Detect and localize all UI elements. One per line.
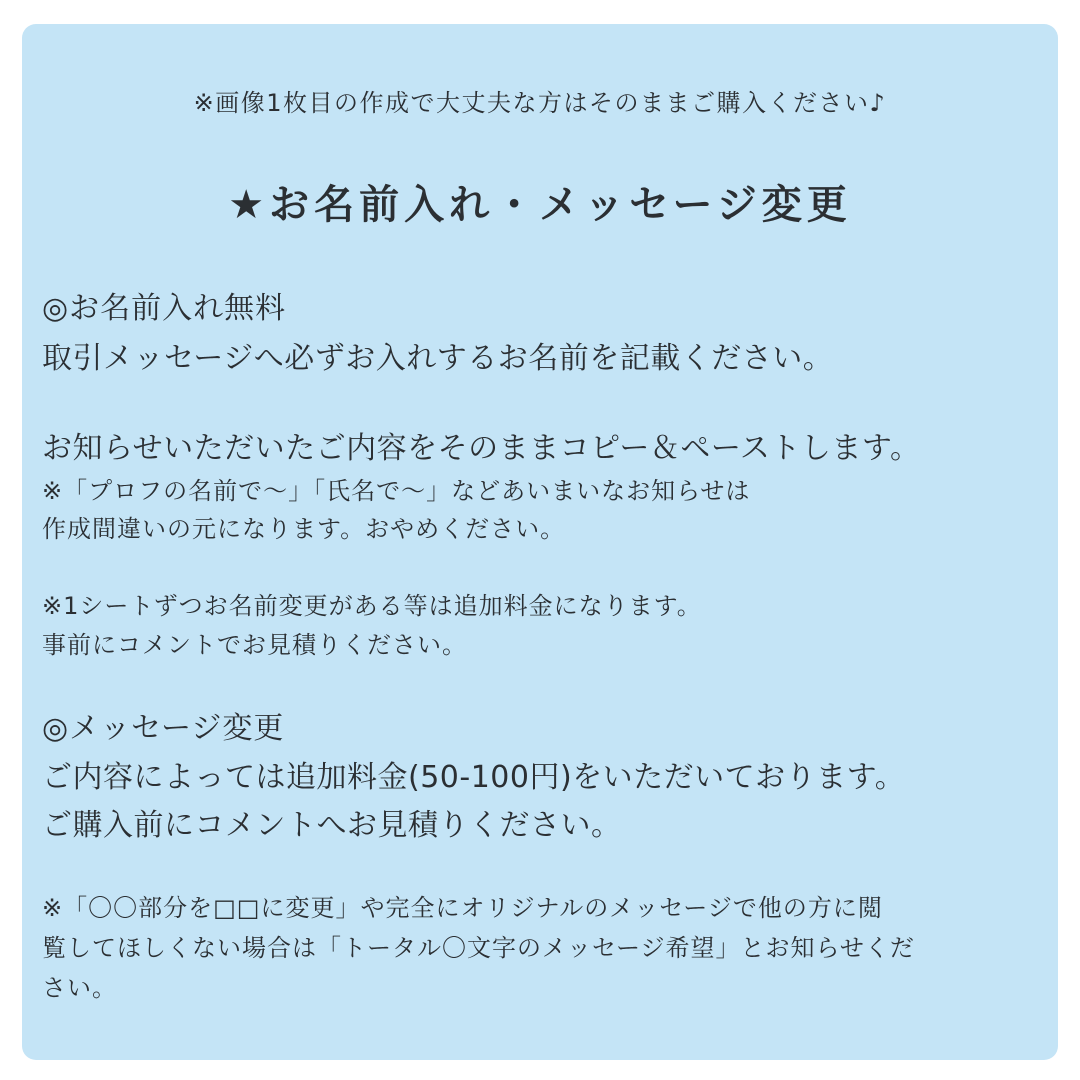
message-section-note: さい。 xyxy=(42,974,117,1002)
message-section-line: ご購入前にコメントへお見積りください。 xyxy=(42,808,622,843)
name-section-note: 作成間違いの元になります。おやめください。 xyxy=(42,515,566,543)
name-section-heading: ◎お名前入れ無料 xyxy=(42,291,287,326)
message-section-note: 覧してほしくない場合は「トータル〇文字のメッセージ希望」とお知らせくだ xyxy=(42,934,915,962)
name-section-note: ※「プロフの名前で〜」「氏名で〜」などあいまいなお知らせは xyxy=(42,477,751,505)
message-section-line: ご内容によっては追加料金(50-100円)をいただいております。 xyxy=(42,760,906,795)
name-section-line: 取引メッセージへ必ずお入れするお名前を記載ください。 xyxy=(42,341,834,376)
purchase-note: ※画像1枚目の作成で大丈夫な方はそのままご購入ください♪ xyxy=(193,89,887,117)
name-section-note: 事前にコメントでお見積りください。 xyxy=(42,631,467,659)
name-section-line: お知らせいただいたご内容をそのままコピー＆ペーストします。 xyxy=(42,431,921,466)
message-section-note: ※「〇〇部分を□□に変更」や完全にオリジナルのメッセージで他の方に閲 xyxy=(42,894,883,922)
page-title: ★お名前入れ・メッセージ変更 xyxy=(228,182,852,228)
message-section-heading: ◎メッセージ変更 xyxy=(42,711,285,746)
name-section-note: ※1シートずつお名前変更がある等は追加料金になります。 xyxy=(42,592,702,620)
